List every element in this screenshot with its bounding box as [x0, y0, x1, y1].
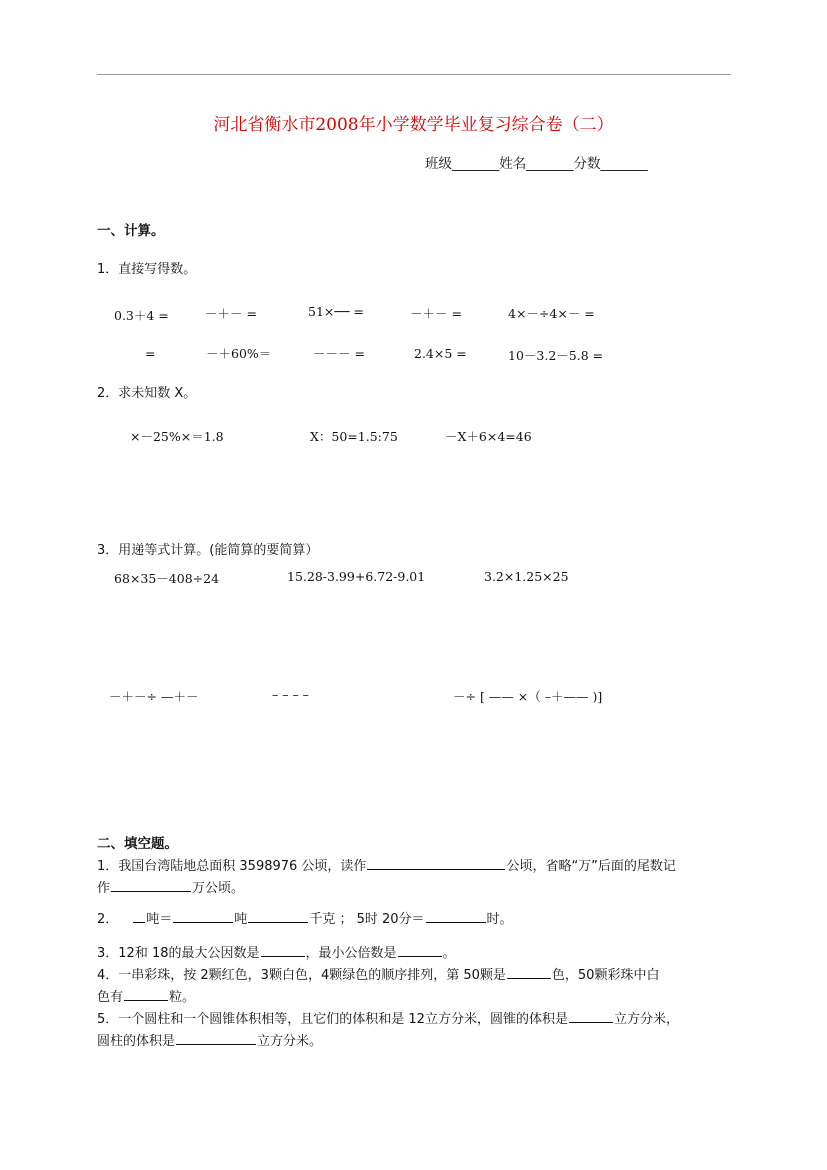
fill-question-4: 4．一串彩珠，按 2颗红色，3颗白色，4颗绿色的顺序排列，第 50颗是 色，50颗彩珠中白: [97, 964, 659, 983]
calc-item: 2.4×5 =: [414, 346, 467, 361]
calc-item: =: [145, 346, 156, 361]
expression-item: 15.28-3.99+6.72-9.01: [287, 569, 426, 584]
calc-item: 10－3.2－5.8 =: [508, 348, 604, 363]
equation-item: X：50=1.5:75: [310, 429, 398, 444]
fill-question-5-cont: 圆柱的体积是 立方分米。: [97, 1030, 322, 1049]
answer-blank[interactable]: [261, 942, 305, 957]
calc-item: 4×－÷4×－ =: [508, 306, 595, 321]
student-info-line: 班级_______姓名_______分数_______: [425, 156, 648, 172]
fill-question-1-cont: 作 万公顷。: [97, 877, 244, 896]
section-2-heading: 二、填空题。: [97, 836, 178, 852]
question-2-label: 2．求未知数 X。: [97, 386, 197, 401]
question-1-label: 1．直接写得数。: [97, 262, 197, 277]
fill-question-3: 3．12和 18的最大公因数是 ，最小公倍数是 。: [97, 942, 456, 961]
fraction-placeholder: [133, 914, 145, 923]
calc-item: 0.3＋4 =: [114, 308, 169, 323]
fill-question-1: 1．我国台湾陆地总面积 3598976 公顷，读作 公顷，省略“万”后面的尾数记: [97, 855, 676, 874]
answer-blank[interactable]: [426, 908, 486, 923]
answer-blank[interactable]: [367, 855, 505, 870]
calc-item: －－－ =: [313, 346, 365, 361]
answer-blank[interactable]: [173, 908, 233, 923]
fill-question-5: 5．一个圆柱和一个圆锥体积相等，且它们的体积和是 12立方分米，圆锥的体积是 立方分米，: [97, 1008, 679, 1027]
expression-item: 68×35－408÷24: [114, 571, 220, 586]
answer-blank[interactable]: [248, 908, 308, 923]
expression-item: －＋－÷ —＋－: [109, 689, 199, 704]
answer-blank[interactable]: [176, 1030, 256, 1045]
calc-item: －＋60%＝: [206, 346, 272, 361]
equation-item: －X＋6×4=46: [445, 429, 532, 444]
expression-item: – – – –: [272, 687, 309, 702]
expression-item: 3.2×1.25×25: [484, 569, 569, 584]
calc-item: －＋－ =: [410, 306, 462, 321]
answer-blank[interactable]: [569, 1008, 613, 1023]
equation-item: ×－25%×＝1.8: [130, 429, 224, 444]
page-title: 河北省衡水市2008年小学数学毕业复习综合卷（二）: [213, 115, 614, 135]
expression-item: －÷ [ —— ×（ –＋—— )]: [453, 689, 603, 704]
section-1-heading: 一、计算。: [97, 223, 165, 239]
answer-blank[interactable]: [124, 986, 168, 1001]
header-rule: [97, 74, 731, 75]
fill-question-4-cont: 色有 粒。: [97, 986, 195, 1005]
answer-blank[interactable]: [111, 877, 191, 892]
question-3-label: 3．用递等式计算。(能简算的要简算）: [97, 543, 319, 558]
calc-item: 51×── =: [308, 304, 364, 319]
calc-item: －＋－ =: [205, 306, 257, 321]
answer-blank[interactable]: [398, 942, 442, 957]
answer-blank[interactable]: [507, 964, 551, 979]
fill-question-2: 2． 吨＝ 吨 千克 ； 5时 20分＝ 时。: [97, 908, 513, 927]
